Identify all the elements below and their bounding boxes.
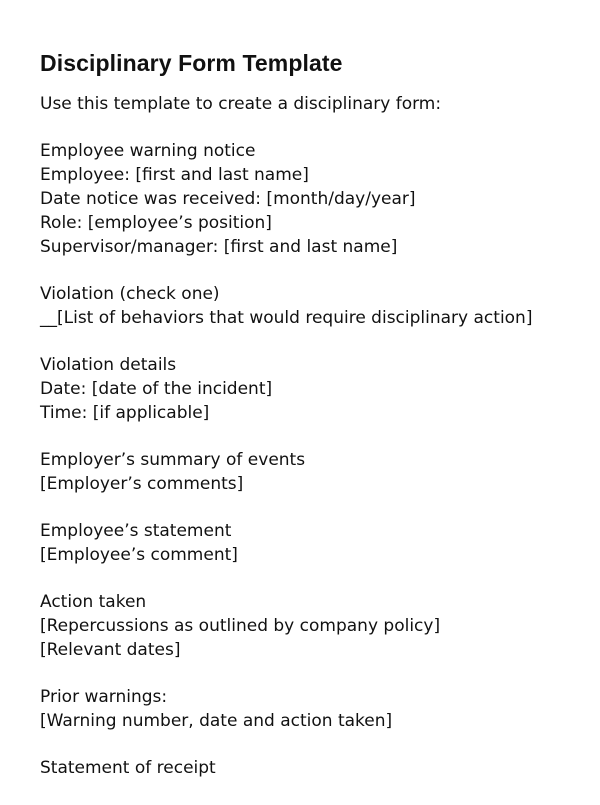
- section-employer-summary: [40, 448, 585, 496]
- section-employee-warning-notice: [40, 139, 585, 259]
- field-date-notice-received: Date notice was received: [month/day/year]: [40, 189, 416, 209]
- section-heading: Prior warnings:: [40, 687, 168, 707]
- field-relevant-dates: [Relevant dates]: [40, 640, 181, 660]
- document-title: Disciplinary Form Template: [40, 50, 343, 76]
- field-employer-comments: [Employer’s comments]: [40, 474, 244, 494]
- section-employee-statement: [40, 519, 585, 567]
- field-violation-list: __[List of behaviors that would require disciplinary action]: [40, 308, 533, 328]
- intro-text: Use this template to create a disciplinary form:: [40, 94, 442, 114]
- section-violation: [40, 282, 585, 330]
- field-employee-comment: [Employee’s comment]: [40, 545, 238, 565]
- section-heading: Action taken: [40, 592, 147, 612]
- section-violation-details: [40, 353, 585, 425]
- section-heading: Employee’s statement: [40, 521, 232, 541]
- document-page: [40, 48, 585, 803]
- section-heading: Statement of receipt: [40, 758, 216, 778]
- section-action-taken: [40, 590, 585, 662]
- field-supervisor-manager: Supervisor/manager: [first and last name]: [40, 237, 398, 257]
- section-heading: Employee warning notice: [40, 141, 256, 161]
- field-incident-date: Date: [date of the incident]: [40, 379, 273, 399]
- section-heading: Violation (check one): [40, 284, 220, 304]
- field-warning-details: [Warning number, date and action taken]: [40, 711, 393, 731]
- field-repercussions: [Repercussions as outlined by company policy]: [40, 616, 441, 636]
- field-incident-time: Time: [if applicable]: [40, 403, 210, 423]
- section-heading: Employer’s summary of events: [40, 450, 306, 470]
- section-heading: Violation details: [40, 355, 177, 375]
- field-role: Role: [employee’s position]: [40, 213, 272, 233]
- field-employee: Employee: [first and last name]: [40, 165, 309, 185]
- section-statement-of-receipt: [40, 756, 585, 780]
- section-prior-warnings: [40, 685, 585, 733]
